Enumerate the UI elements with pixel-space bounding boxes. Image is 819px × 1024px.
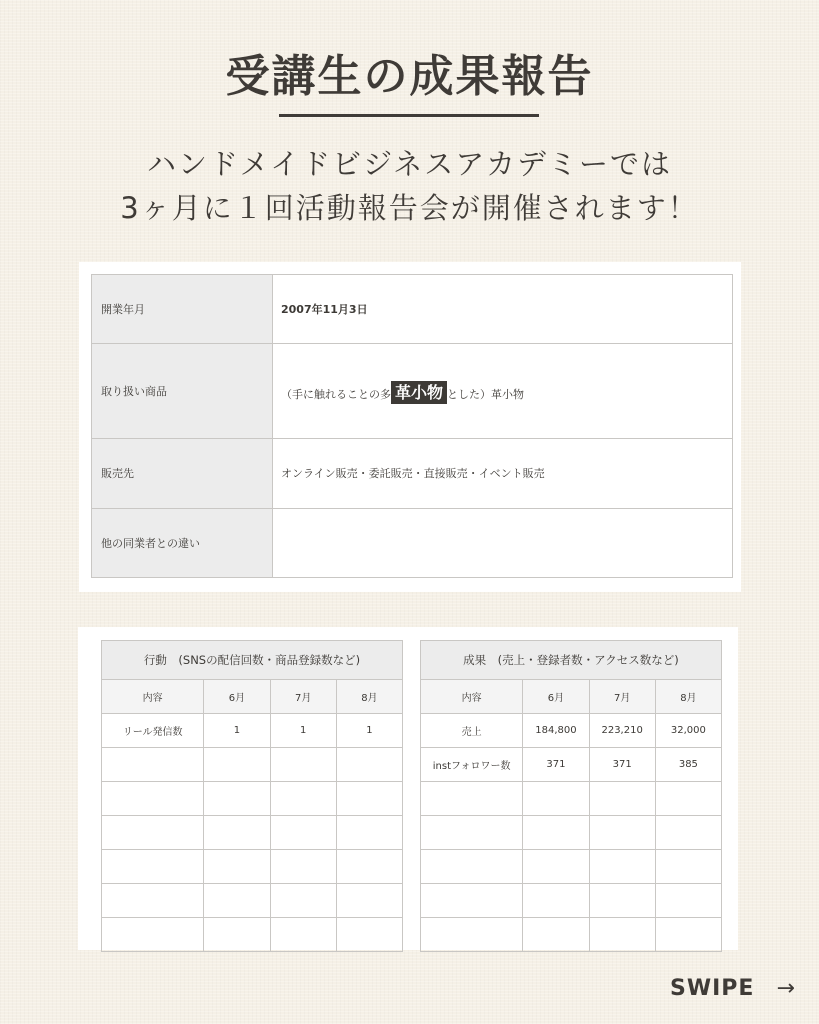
products-value: [273, 344, 733, 439]
table-row: [102, 816, 403, 850]
table-cell: 1: [204, 714, 270, 748]
table-row: [421, 816, 722, 850]
table-cell: [336, 884, 402, 918]
products-text-pre: （手に触れることの多: [281, 387, 391, 401]
title-underline: [279, 114, 539, 117]
table-cell: [589, 850, 655, 884]
table-row: [102, 748, 403, 782]
table-row: [102, 884, 403, 918]
table-row: [102, 714, 403, 748]
table-row: [102, 918, 403, 952]
products-highlight: 革小物: [391, 381, 447, 404]
table-cell: [523, 884, 589, 918]
table-cell: [270, 850, 336, 884]
opening-label: 開業年月: [92, 275, 273, 344]
table-cell: 184,800: [523, 714, 589, 748]
results-table: [420, 640, 722, 952]
column-header: 内容: [421, 680, 523, 714]
table-cell: [589, 884, 655, 918]
table-cell: [270, 748, 336, 782]
subtitle: [0, 142, 819, 230]
subtitle-line-2: 3ヶ月に１回活動報告会が開催されます！: [120, 191, 699, 225]
subtitle-line-1: ハンドメイドビジネスアカデミーでは: [147, 147, 672, 181]
table-cell: [270, 782, 336, 816]
table-title: 成果 (売上・登録者数・アクセス数など): [421, 641, 722, 680]
table-cell: 32,000: [655, 714, 721, 748]
table-cell: [421, 884, 523, 918]
swipe-hint[interactable]: [670, 976, 796, 1001]
table-cell: [204, 850, 270, 884]
sales-label: 販売先: [92, 439, 273, 508]
table-cell: [204, 918, 270, 952]
table-row: [421, 884, 722, 918]
table-row: [421, 918, 722, 952]
sales-value: オンライン販売・委託販売・直接販売・イベント販売: [273, 439, 733, 508]
table-cell: [336, 918, 402, 952]
column-header: 8月: [655, 680, 721, 714]
table-cell: [655, 884, 721, 918]
table-cell: [102, 748, 204, 782]
table-cell: 売上: [421, 714, 523, 748]
table-cell: [589, 816, 655, 850]
table-cell: [589, 782, 655, 816]
table-cell: [421, 782, 523, 816]
table-cell: [421, 850, 523, 884]
table-cell: 223,210: [589, 714, 655, 748]
table-row: [102, 850, 403, 884]
table-title: 行動 (SNSの配信回数・商品登録数など): [102, 641, 403, 680]
table-cell: [589, 918, 655, 952]
difference-value: [273, 508, 733, 577]
table-title-row: [102, 641, 403, 680]
table-cell: [336, 816, 402, 850]
profile-row-opening: [92, 275, 733, 344]
table-row: [421, 782, 722, 816]
profile-row-sales: [92, 439, 733, 508]
swipe-label: SWIPE: [670, 976, 755, 1001]
table-row: [102, 782, 403, 816]
table-cell: instフォロワー数: [421, 748, 523, 782]
table-title-row: [421, 641, 722, 680]
table-cell: [102, 816, 204, 850]
table-cell: [336, 748, 402, 782]
table-cell: [102, 782, 204, 816]
table-cell: [102, 918, 204, 952]
table-row: [421, 748, 722, 782]
products-text-post: とした）革小物: [447, 387, 525, 401]
table-cell: [270, 816, 336, 850]
profile-row-products: [92, 344, 733, 439]
products-label: 取り扱い商品: [92, 344, 273, 439]
table-cell: [204, 748, 270, 782]
table-cell: リール発信数: [102, 714, 204, 748]
column-header: 6月: [523, 680, 589, 714]
column-header: 8月: [336, 680, 402, 714]
table-cell: [421, 918, 523, 952]
table-cell: [270, 884, 336, 918]
table-cell: [102, 850, 204, 884]
table-cell: [655, 918, 721, 952]
table-header-row: [102, 680, 403, 714]
table-header-row: [421, 680, 722, 714]
column-header: 7月: [589, 680, 655, 714]
table-cell: [523, 918, 589, 952]
column-header: 7月: [270, 680, 336, 714]
profile-row-difference: [92, 508, 733, 577]
difference-label: 他の同業者との違い: [92, 508, 273, 577]
table-row: [421, 714, 722, 748]
table-cell: [523, 850, 589, 884]
opening-value: 2007年11月3日: [273, 275, 733, 344]
table-cell: 1: [270, 714, 336, 748]
profile-table: [91, 274, 733, 578]
table-cell: [336, 850, 402, 884]
table-cell: [204, 782, 270, 816]
table-cell: 371: [589, 748, 655, 782]
column-header: 内容: [102, 680, 204, 714]
table-cell: 1: [336, 714, 402, 748]
table-cell: [523, 782, 589, 816]
table-cell: [655, 782, 721, 816]
table-cell: 371: [523, 748, 589, 782]
table-cell: [102, 884, 204, 918]
table-cell: [655, 816, 721, 850]
table-cell: [204, 884, 270, 918]
column-header: 6月: [204, 680, 270, 714]
actions-table: [101, 640, 403, 952]
table-cell: 385: [655, 748, 721, 782]
table-cell: [270, 918, 336, 952]
table-row: [421, 850, 722, 884]
table-cell: [421, 816, 523, 850]
page-title: 受講生の成果報告: [225, 51, 594, 102]
table-cell: [523, 816, 589, 850]
table-cell: [336, 782, 402, 816]
arrow-right-icon: →: [776, 976, 796, 1001]
table-cell: [204, 816, 270, 850]
table-cell: [655, 850, 721, 884]
